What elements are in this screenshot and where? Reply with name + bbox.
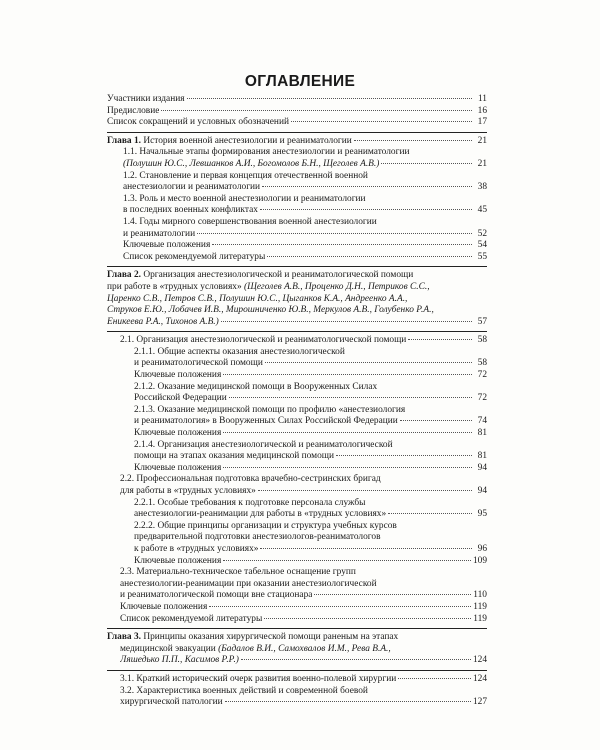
chapter-label: Глава 2. — [107, 270, 141, 281]
entry-title: в последних военных конфликтах — [123, 205, 258, 216]
page-number: 58 — [477, 358, 487, 369]
page-number: 124 — [472, 673, 487, 684]
entry-title: 2.1.4. Организация анестезиологической и реаниматологической — [134, 439, 393, 450]
dot-leader — [381, 163, 472, 164]
toc-entry-line — [107, 136, 487, 148]
page-number: 54 — [477, 240, 487, 251]
toc-entry-line — [107, 463, 487, 475]
dot-leader — [408, 339, 472, 340]
entry-authors: Царенко С.В., Петров С.В., Полушин Ю.С., Цыганков К.А., Андреенко А.А., — [107, 293, 408, 304]
chapter-divider — [107, 132, 487, 133]
toc-entry-text — [120, 590, 312, 602]
dot-leader — [221, 321, 472, 322]
entry-title: для работы в «трудных условиях» — [120, 486, 256, 496]
toc-entry-line — [107, 655, 487, 667]
entry-title: и реаниматологии — [123, 228, 196, 239]
page-number: 57 — [477, 316, 487, 327]
toc-entry-text — [107, 94, 185, 106]
toc-entry-line — [107, 579, 487, 591]
dot-leader — [197, 233, 472, 234]
toc-entry-line — [107, 317, 487, 329]
entry-title: 3.2. Характеристика военных действий и современной боевой — [120, 685, 368, 696]
toc-entry-text — [134, 416, 398, 428]
page-number: 55 — [477, 251, 487, 262]
toc-entry-text — [134, 347, 345, 357]
entry-authors: (Полушин Ю.С., Левшанков А.И., Богомолов Б.Н., Щеголев А.В.) — [123, 158, 380, 169]
toc-entry-line — [107, 147, 487, 159]
page-number: 58 — [477, 335, 487, 346]
entry-authors: Еникеева Р.А., Тихонов А.В.) — [107, 316, 219, 327]
page-number: 45 — [477, 205, 487, 216]
dot-leader — [225, 701, 471, 702]
toc-entry-text — [123, 252, 265, 264]
page-number: 21 — [477, 158, 487, 169]
toc-entry-text — [134, 544, 258, 556]
entry-title: 2.2. Профессиональная подготовка врачебно-сестринских бригад — [120, 474, 381, 485]
dot-leader — [398, 678, 471, 679]
toc-entry-line — [107, 486, 487, 498]
dot-leader — [291, 121, 472, 122]
toc-entry-line — [107, 182, 487, 194]
dot-leader — [241, 659, 471, 660]
dot-leader — [209, 606, 471, 607]
toc-entry-line — [107, 194, 487, 206]
toc-entry-line — [107, 106, 487, 118]
toc-entry-text — [134, 428, 221, 440]
entry-title: медицинской эвакуации — [120, 643, 219, 654]
dot-leader — [223, 467, 472, 468]
toc-entry-line — [107, 240, 487, 252]
page-number: 52 — [477, 228, 487, 239]
toc-entry-text — [120, 579, 377, 589]
toc-entry-text — [120, 686, 368, 696]
chapter-label: Глава 3. — [107, 632, 141, 643]
toc-entry-text — [120, 602, 207, 614]
entry-title: Ключевые положения — [134, 462, 222, 473]
entry-title: и реаниматология» в Вооруженных Силах Российской Федерации — [134, 416, 398, 427]
toc-entry-text — [120, 655, 239, 667]
toc-entry-line — [107, 590, 487, 602]
dot-leader — [223, 432, 472, 433]
toc-entry-text — [123, 159, 379, 171]
toc-entry-text — [123, 217, 377, 227]
entry-title: 1.2. Становление и первая концепция отечественной военной — [123, 170, 368, 181]
toc-entry-text — [123, 205, 258, 217]
toc-entry-text — [134, 393, 227, 405]
dot-leader — [336, 455, 472, 456]
toc-entry-text — [120, 674, 396, 686]
page-number: 81 — [477, 451, 487, 462]
page-number: 94 — [477, 462, 487, 473]
toc-entry-line — [107, 229, 487, 241]
chapter-divider — [107, 628, 487, 629]
toc-entry-line — [107, 544, 487, 556]
table-of-contents — [107, 94, 487, 709]
page-number: 72 — [477, 370, 487, 381]
entry-title: анестезиологии-реанимации для работы в «трудных условиях» — [134, 509, 387, 520]
dot-leader — [258, 490, 472, 491]
toc-entry-text — [134, 463, 221, 475]
dot-leader — [314, 594, 471, 595]
entry-title: Список рекомендуемой литературы — [123, 251, 266, 262]
page-number: 96 — [477, 543, 487, 554]
entry-title: анестезиологии и реаниматологии — [123, 182, 261, 193]
toc-entry-text — [107, 305, 434, 315]
toc-entry-line — [107, 347, 487, 359]
toc-entry-text — [120, 567, 356, 577]
dot-leader — [223, 374, 472, 375]
toc-entry-line — [107, 632, 487, 644]
entry-authors: (Бадалов В.И., Самохвалов И.М., Рева В.А., — [218, 643, 391, 654]
entry-title: Ключевые положения — [134, 428, 222, 439]
entry-title: анестезиологии-реанимации при оказании анестезиологической — [120, 578, 377, 589]
toc-entry-text — [120, 614, 262, 626]
chapter-label: Глава 1. — [107, 135, 141, 146]
toc-entry-text — [123, 182, 260, 194]
toc-entry-line — [107, 567, 487, 579]
toc-entry-line — [107, 498, 487, 510]
entry-authors: Ляшедько П.П., Касимов Р.Р.) — [120, 655, 239, 666]
dot-leader — [161, 110, 472, 111]
dot-leader — [265, 362, 472, 363]
entry-title: при работе в «трудных условиях» — [107, 281, 244, 292]
entry-title: помощи на этапах оказания медицинской помощи — [134, 451, 335, 462]
toc-entry-text — [134, 440, 393, 450]
toc-entry-line — [107, 282, 487, 294]
toc-entry-line — [107, 509, 487, 521]
toc-entry-text — [107, 294, 407, 304]
toc-entry-line — [107, 252, 487, 264]
page-title: ОГЛАВЛЕНИЕ — [244, 73, 356, 90]
page-number: 16 — [477, 105, 487, 116]
toc-entry-line — [107, 521, 487, 533]
entry-title: История военной анестезиологии и реаниматологии — [140, 135, 352, 146]
toc-entry-line — [107, 117, 487, 129]
entry-title: Принципы оказания хирургической помощи раненым на этапах — [140, 632, 399, 643]
toc-entry-text — [120, 697, 223, 709]
toc-entry-text — [134, 358, 263, 370]
entry-title: Предисловие — [107, 105, 160, 116]
entry-authors: (Щеголев А.В., Проценко Д.Н., Петриков С.С., — [244, 281, 430, 292]
chapter-divider — [107, 670, 487, 671]
toc-entry-text — [134, 382, 377, 392]
page-number: 17 — [477, 117, 487, 128]
dot-leader — [229, 397, 472, 398]
toc-entry-text — [120, 474, 381, 484]
toc-entry-text — [107, 632, 398, 642]
toc-entry-text — [120, 644, 391, 654]
page-number: 21 — [477, 135, 487, 146]
toc-entry-line — [107, 358, 487, 370]
entry-title: 1.4. Годы мирного совершенствования военной анестезиологии — [123, 216, 377, 227]
entry-title: 2.3. Материально-техническое табельное оснащение групп — [120, 567, 356, 578]
toc-entry-text — [134, 451, 334, 463]
toc-entry-text — [134, 498, 365, 508]
page-number: 124 — [472, 655, 487, 666]
dot-leader — [223, 560, 471, 561]
page-number: 72 — [477, 393, 487, 404]
page-number: 109 — [472, 555, 487, 566]
dot-leader — [388, 513, 472, 514]
entry-authors: Струков Е.Ю., Лобачев И.В., Мирошниченко Ю.В., Меркулов А.В., Голубенко Р.А., — [107, 305, 434, 316]
toc-entry-text — [123, 240, 210, 252]
toc-entry-text — [134, 509, 386, 521]
toc-entry-text — [123, 147, 409, 157]
entry-title: к работе в «трудных условиях» — [134, 543, 259, 554]
toc-entry-text — [123, 229, 195, 241]
toc-entry-text — [134, 521, 397, 531]
toc-entry-text — [134, 370, 221, 382]
toc-entry-line — [107, 697, 487, 709]
toc-entry-line — [107, 94, 487, 106]
toc-entry-line — [107, 294, 487, 306]
entry-title: Список рекомендуемой литературы — [120, 613, 263, 624]
toc-entry-line — [107, 474, 487, 486]
entry-title: хирургической патологии — [120, 697, 223, 708]
toc-entry-text — [120, 335, 406, 347]
entry-title: Ключевые положения — [123, 240, 211, 251]
dot-leader — [354, 140, 472, 141]
toc-entry-line — [107, 217, 487, 229]
page-number: 38 — [477, 182, 487, 193]
page-number: 74 — [477, 416, 487, 427]
page-number: 110 — [473, 590, 487, 601]
toc-entry-text — [134, 532, 381, 542]
toc-entry-line — [107, 405, 487, 417]
toc-entry-line — [107, 614, 487, 626]
toc-entry-line — [107, 205, 487, 217]
toc-entry-line — [107, 159, 487, 171]
chapter-divider — [107, 331, 487, 332]
toc-entry-text — [107, 282, 430, 292]
entry-title: и реаниматологической помощи вне стационара — [120, 590, 313, 601]
toc-entry-line — [107, 602, 487, 614]
page-number: 127 — [472, 697, 487, 708]
chapter-divider — [107, 266, 487, 267]
toc-entry-text — [107, 270, 413, 280]
toc-entry-line — [107, 335, 487, 347]
entry-title: 2.1.3. Оказание медицинской помощи по профилю «анестезиология — [134, 404, 406, 415]
entry-title: Список сокращений и условных обозначений — [107, 117, 289, 128]
toc-entry-line — [107, 428, 487, 440]
page-number: 95 — [477, 509, 487, 520]
entry-title: 1.1. Начальные этапы формирования анестезиологии и реаниматологии — [123, 147, 410, 158]
entry-title: Организация анестезиологической и реаниматологической помощи — [140, 270, 414, 281]
entry-title: 2.1. Организация анестезиологической и реаниматологической помощи — [120, 335, 407, 346]
toc-entry-line — [107, 451, 487, 463]
entry-title: 2.2.1. Особые требования к подготовке персонала службы — [134, 497, 366, 508]
toc-entry-text — [120, 486, 256, 498]
page-number: 11 — [477, 94, 487, 104]
dot-leader — [267, 256, 472, 257]
toc-entry-text — [107, 136, 352, 148]
entry-title: 2.1.1. Общие аспекты оказания анестезиологической — [134, 346, 345, 357]
toc-entry-line — [107, 644, 487, 656]
dot-leader — [262, 186, 472, 187]
page-number: 119 — [473, 601, 487, 612]
toc-entry-line — [107, 440, 487, 452]
entry-title: 2.1.2. Оказание медицинской помощи в Вооруженных Силах — [134, 381, 378, 392]
dot-leader — [400, 420, 472, 421]
toc-entry-line — [107, 382, 487, 394]
toc-entry-text — [123, 194, 366, 204]
entry-title: 3.1. Краткий исторический очерк развития военно-полевой хирургии — [120, 673, 397, 684]
entry-title: 1.3. Роль и место военной анестезиологии и реаниматологии — [123, 193, 366, 204]
dot-leader — [260, 209, 472, 210]
toc-entry-text — [107, 106, 159, 118]
entry-title: 2.2.2. Общие принципы организации и структура учебных курсов — [134, 520, 397, 531]
toc-entry-line — [107, 370, 487, 382]
toc-entry-line — [107, 393, 487, 405]
toc-entry-line — [107, 532, 487, 544]
entry-title: Ключевые положения — [134, 555, 222, 566]
toc-entry-line — [107, 270, 487, 282]
toc-entry-line — [107, 556, 487, 568]
toc-entry-text — [107, 117, 289, 129]
page-number: 81 — [477, 428, 487, 439]
dot-leader — [212, 244, 472, 245]
dot-leader — [260, 548, 472, 549]
entry-title: и реаниматологической помощи — [134, 358, 263, 369]
page-number: 94 — [477, 486, 487, 496]
toc-entry-line — [107, 686, 487, 698]
entry-title: Ключевые положения — [120, 601, 208, 612]
toc-entry-text — [123, 171, 368, 181]
toc-entry-line — [107, 416, 487, 428]
entry-title: Российской Федерации — [134, 393, 227, 404]
toc-entry-text — [134, 556, 221, 568]
entry-title: Участники издания — [107, 94, 185, 104]
entry-title: Ключевые положения — [134, 370, 222, 381]
toc-entry-line — [107, 674, 487, 686]
entry-title: предварительной подготовки анестезиологов-реаниматологов — [134, 532, 381, 543]
page-number: 119 — [473, 613, 487, 624]
toc-entry-text — [107, 317, 219, 329]
dot-leader — [187, 98, 472, 99]
toc-entry-line — [107, 305, 487, 317]
toc-entry-line — [107, 171, 487, 183]
dot-leader — [264, 618, 471, 619]
toc-entry-text — [134, 405, 405, 415]
